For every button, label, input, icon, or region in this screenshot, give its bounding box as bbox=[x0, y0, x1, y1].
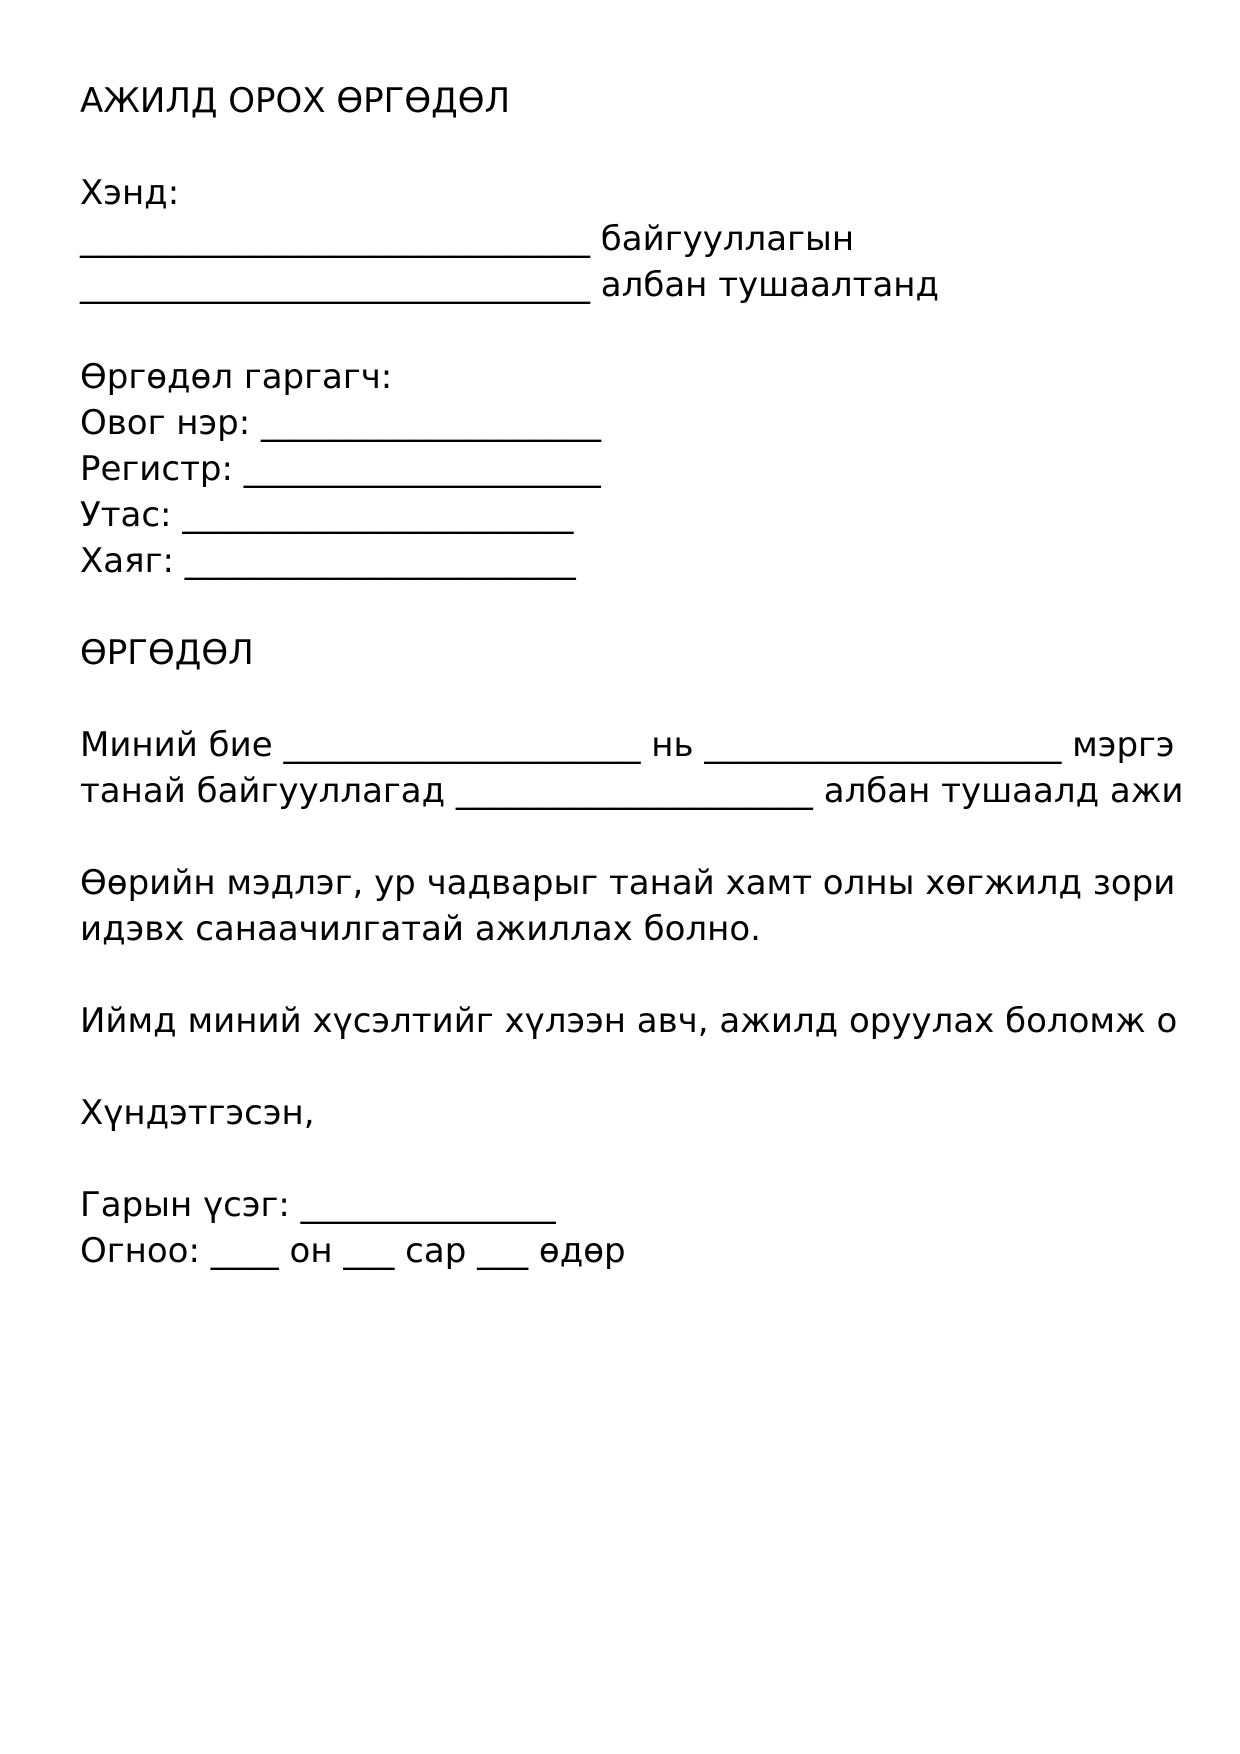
applicant-label: Өргөдөл гаргагч: bbox=[80, 357, 393, 397]
to-label: Хэнд: bbox=[80, 173, 180, 213]
section-title: ӨРГӨДӨЛ bbox=[80, 633, 254, 673]
applicant-register-line: Регистр: _____________________ bbox=[80, 449, 601, 489]
applicant-name-line: Овог нэр: ____________________ bbox=[80, 403, 602, 443]
body-line-5: Иймд миний хүсэлтийг хүлээн авч, ажилд оруулах боломж о bbox=[80, 1001, 1178, 1041]
date-line: Огноо: ____ он ___ сар ___ өдөр bbox=[80, 1231, 626, 1271]
body-line-1: Миний бие _____________________ нь _____________________ мэргэ bbox=[80, 725, 1175, 765]
body-line-4: идэвх санаачилгатай ажиллах болно. bbox=[80, 909, 761, 949]
applicant-phone-line: Утас: _______________________ bbox=[80, 495, 574, 535]
body-line-2: танай байгууллагад _____________________ албан тушаалд ажи bbox=[80, 771, 1184, 811]
body-line-3: Өөрийн мэдлэг, ур чадварыг танай хамт олны хөгжилд зори bbox=[80, 863, 1176, 903]
signature-line: Гарын үсэг: _______________ bbox=[80, 1185, 556, 1225]
closing-line: Хүндэтгэсэн, bbox=[80, 1093, 315, 1133]
document-title: АЖИЛД ОРОХ ӨРГӨДӨЛ bbox=[80, 81, 511, 121]
to-position-line: ______________________________ албан тушаалтанд bbox=[80, 265, 940, 305]
applicant-address-line: Хаяг: _______________________ bbox=[80, 541, 576, 581]
to-organization-line: ______________________________ байгууллагын bbox=[80, 219, 855, 259]
